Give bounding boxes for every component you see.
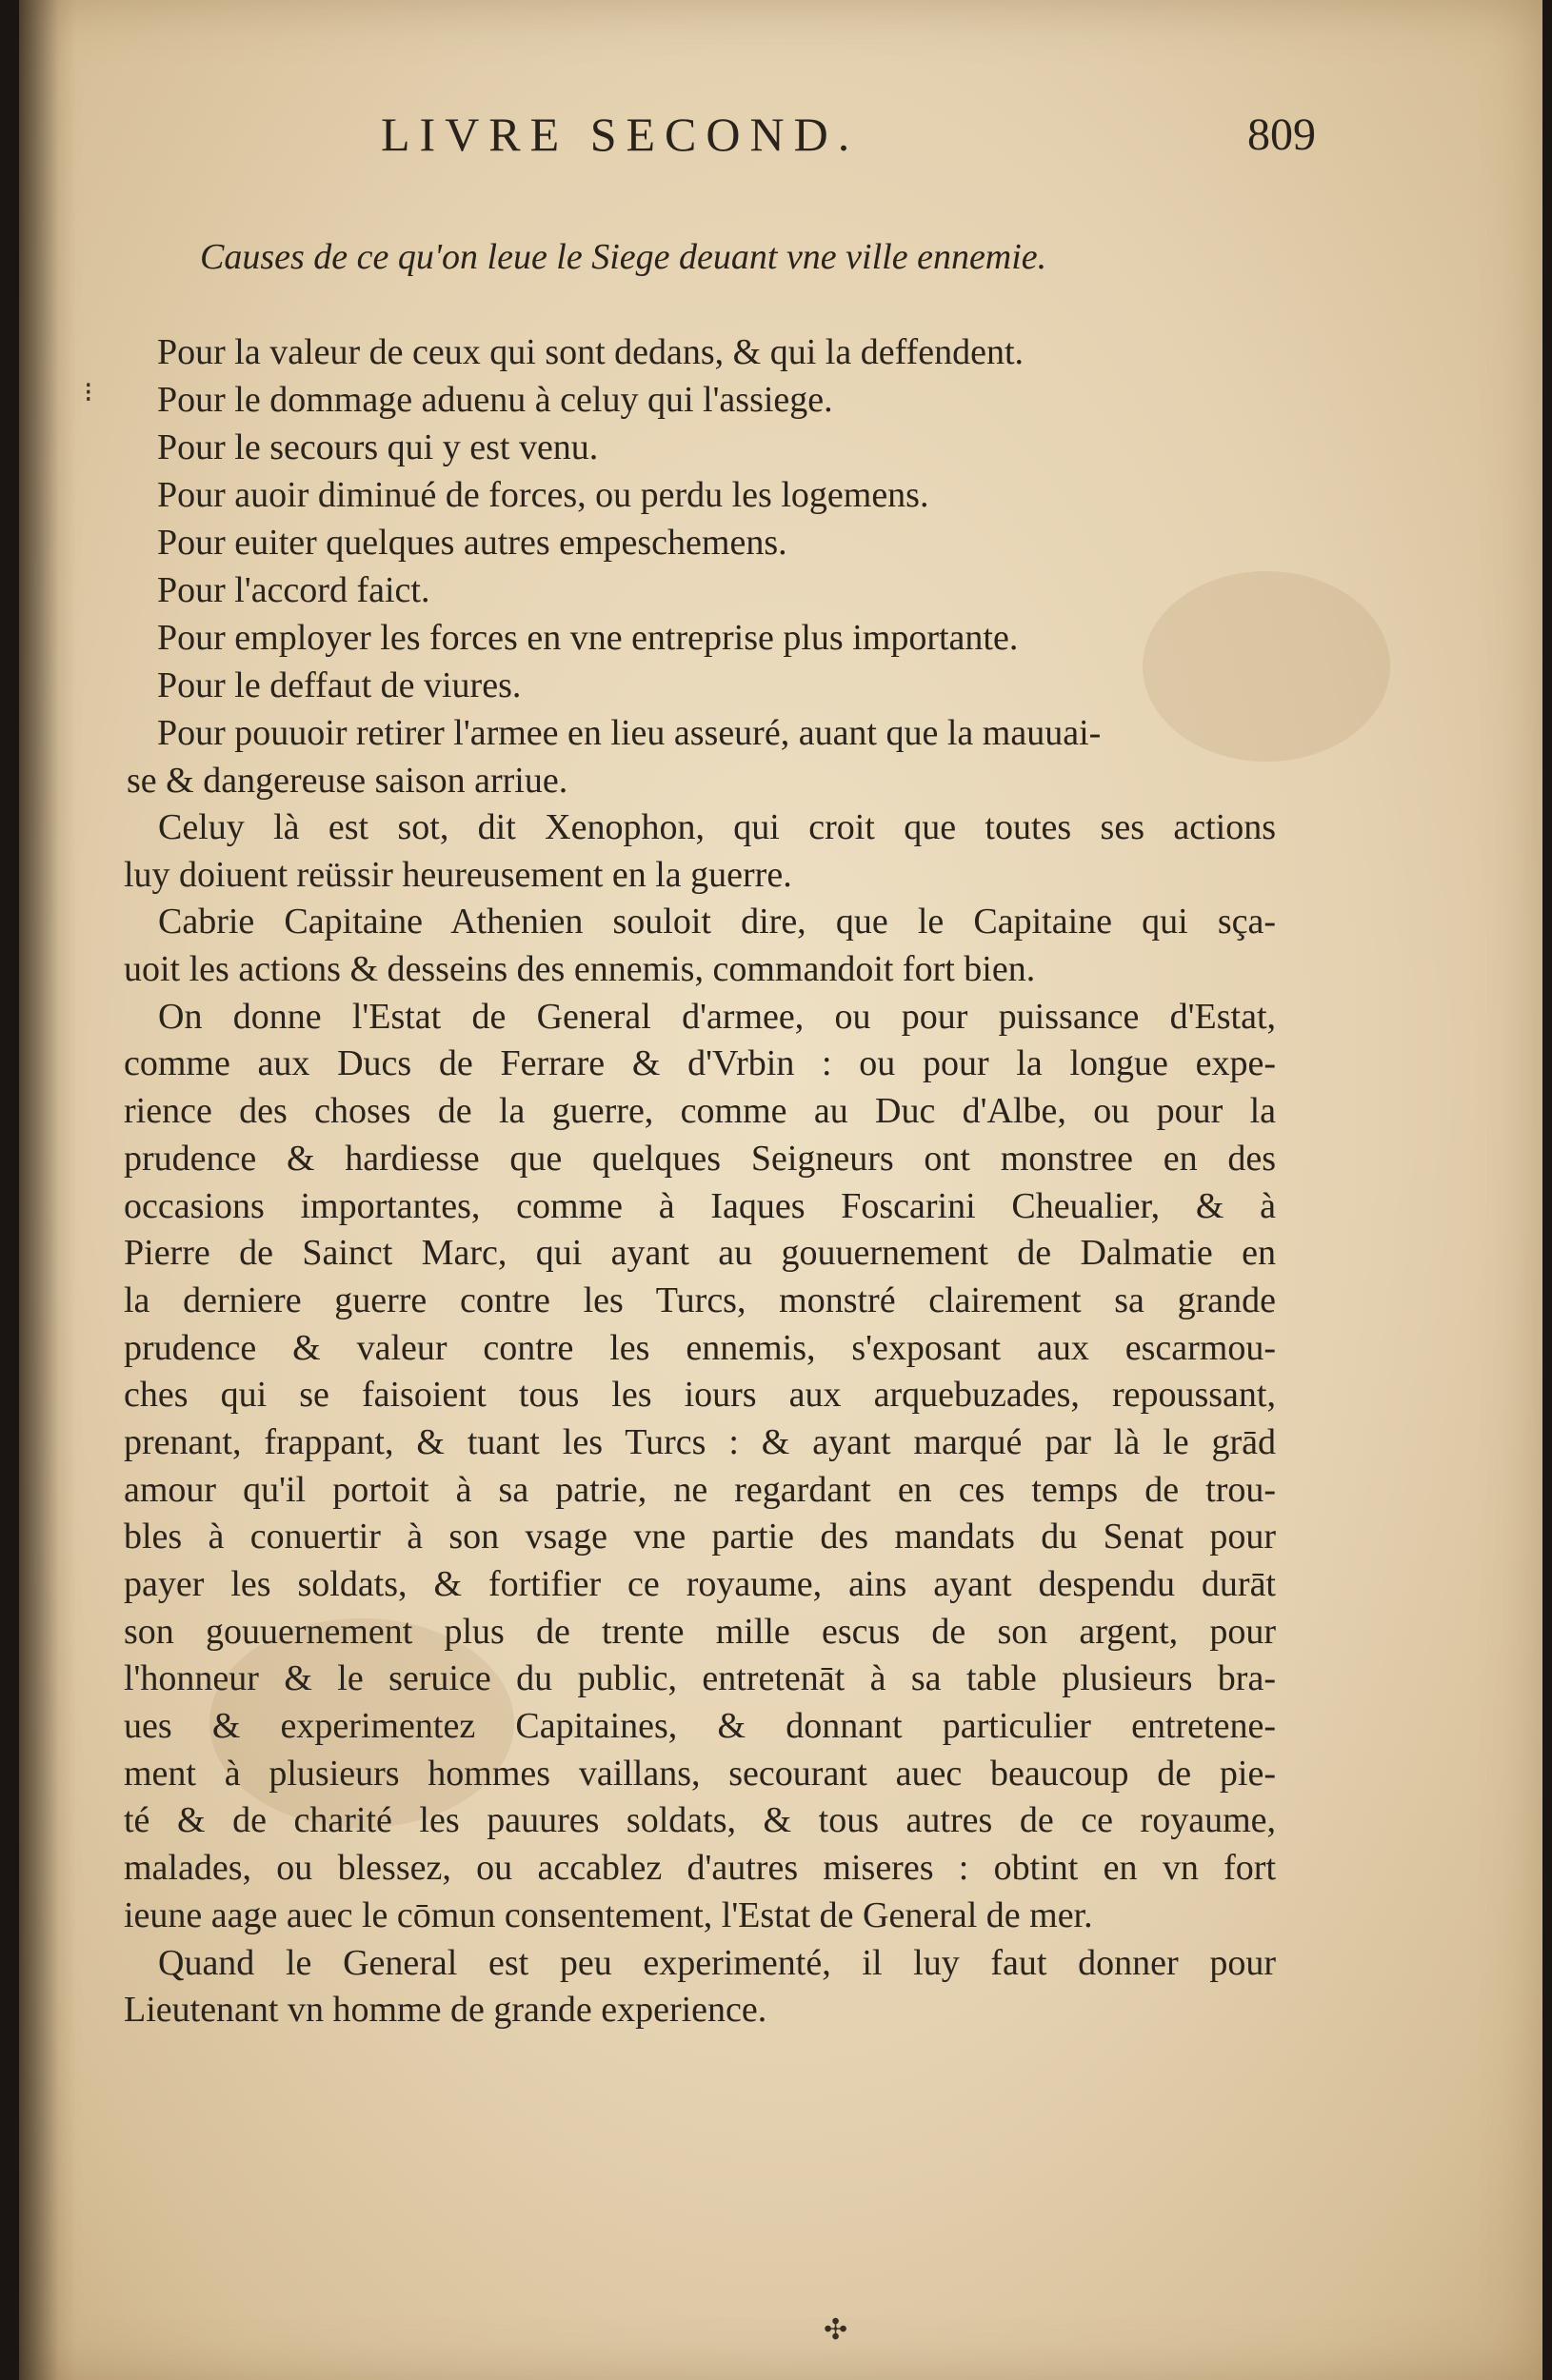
list-item: Pour le dommage aduenu à celuy qui l'assiege. (157, 380, 833, 420)
text-line: ches qui se faisoient tous les iours aux arquebuzades, repoussant, (124, 1375, 1276, 1416)
list-item: se & dangereuse saison arriue. (127, 761, 568, 801)
text-line: rience des choses de la guerre, comme au Duc d'Albe, ou pour la (124, 1091, 1276, 1132)
list-item: Pour le deffaut de viures. (157, 665, 522, 705)
paragraph (124, 1940, 1276, 2034)
text-line: prudence & hardiesse que quelques Seigneurs ont monstree en des (124, 1138, 1276, 1179)
binding-shadow (19, 0, 76, 2380)
text-line: Lieutenant vn homme de grande experience. (124, 1990, 767, 2031)
text-line: occasions importantes, comme à Iaques Foscarini Cheualier, & à (124, 1185, 1276, 1226)
text-line: l'honneur & le seruice du public, entretenāt à sa table plusieurs bra- (124, 1658, 1276, 1699)
printer-ornament-icon: ✣ (824, 2313, 848, 2347)
list-item: Pour la valeur de ceux qui sont dedans, & qui la deffendent. (157, 332, 1024, 372)
text-line: Celuy là est sot, dit Xenophon, qui croit que toutes ses actions (158, 807, 1276, 847)
text-line: la derniere guerre contre les Turcs, monstré clairement sa grande (124, 1279, 1276, 1320)
list-item: Pour euiter quelques autres empeschemens. (157, 523, 787, 563)
body-text (124, 804, 1276, 2034)
list-item: Pour pouuoir retirer l'armee en lieu asseuré, auant que la mauuai- (157, 713, 1102, 753)
text-line: Cabrie Capitaine Athenien souloit dire, que le Capitaine qui sça- (158, 902, 1276, 942)
text-line: comme aux Ducs de Ferrare & d'Vrbin : ou pour la longue expe- (124, 1043, 1276, 1084)
text-line: ieune aage auec le cōmun consentement, l'Estat de General de mer. (124, 1894, 1093, 1935)
text-line: malades, ou blessez, ou accablez d'autres miseres : obtint en vn fort (124, 1848, 1276, 1889)
margin-mark: ⁝ (84, 376, 93, 409)
paragraph (124, 994, 1276, 1940)
list-item: Pour auoir diminué de forces, ou perdu les logemens. (157, 475, 929, 515)
text-line: té & de charité les pauures soldats, & tous autres de ce royaume, (124, 1800, 1276, 1841)
text-line: ues & experimentez Capitaines, & donnant particulier entretene- (124, 1706, 1276, 1747)
text-line: luy doiuent reüssir heureusement en la guerre. (124, 854, 792, 895)
text-line: prudence & valeur contre les ennemis, s'exposant aux escarmou- (124, 1327, 1276, 1368)
paragraph (124, 899, 1276, 993)
text-line: Quand le General est peu experimenté, il luy faut donner pour (158, 1942, 1276, 1983)
text-line: uoit les actions & desseins des ennemis, commandoit fort bien. (124, 949, 1036, 990)
text-line: Pierre de Sainct Marc, qui ayant au gouuernement de Dalmatie en (124, 1233, 1276, 1274)
text-line: son gouuernement plus de trente mille escus de son argent, pour (124, 1611, 1276, 1652)
page-number: 809 (1247, 109, 1316, 160)
book-page (19, 0, 1542, 2380)
causes-list (127, 328, 1300, 804)
text-line: ment à plusieurs hommes vaillans, secourant auec beaucoup de pie- (124, 1753, 1276, 1794)
section-subtitle: Causes de ce qu'on leue le Siege deuant vne ville ennemie. (200, 237, 1047, 277)
text-line: payer les soldats, & fortifier ce royaume, ains ayant despendu durāt (124, 1564, 1276, 1604)
running-header (19, 107, 1542, 173)
running-title: LIVRE SECOND. (381, 108, 860, 161)
paragraph (124, 804, 1276, 899)
text-line: On donne l'Estat de General d'armee, ou pour puissance d'Estat, (158, 996, 1276, 1037)
list-item: Pour l'accord faict. (157, 570, 430, 610)
text-line: prenant, frappant, & tuant les Turcs : & ayant marqué par là le grād (124, 1421, 1276, 1462)
list-item: Pour le secours qui y est venu. (157, 427, 599, 467)
text-line: amour qu'il portoit à sa patrie, ne regardant en ces temps de trou- (124, 1469, 1276, 1510)
text-line: bles à conuertir à son vsage vne partie des mandats du Senat pour (124, 1517, 1276, 1557)
list-item: Pour employer les forces en vne entreprise plus importante. (157, 618, 1019, 658)
